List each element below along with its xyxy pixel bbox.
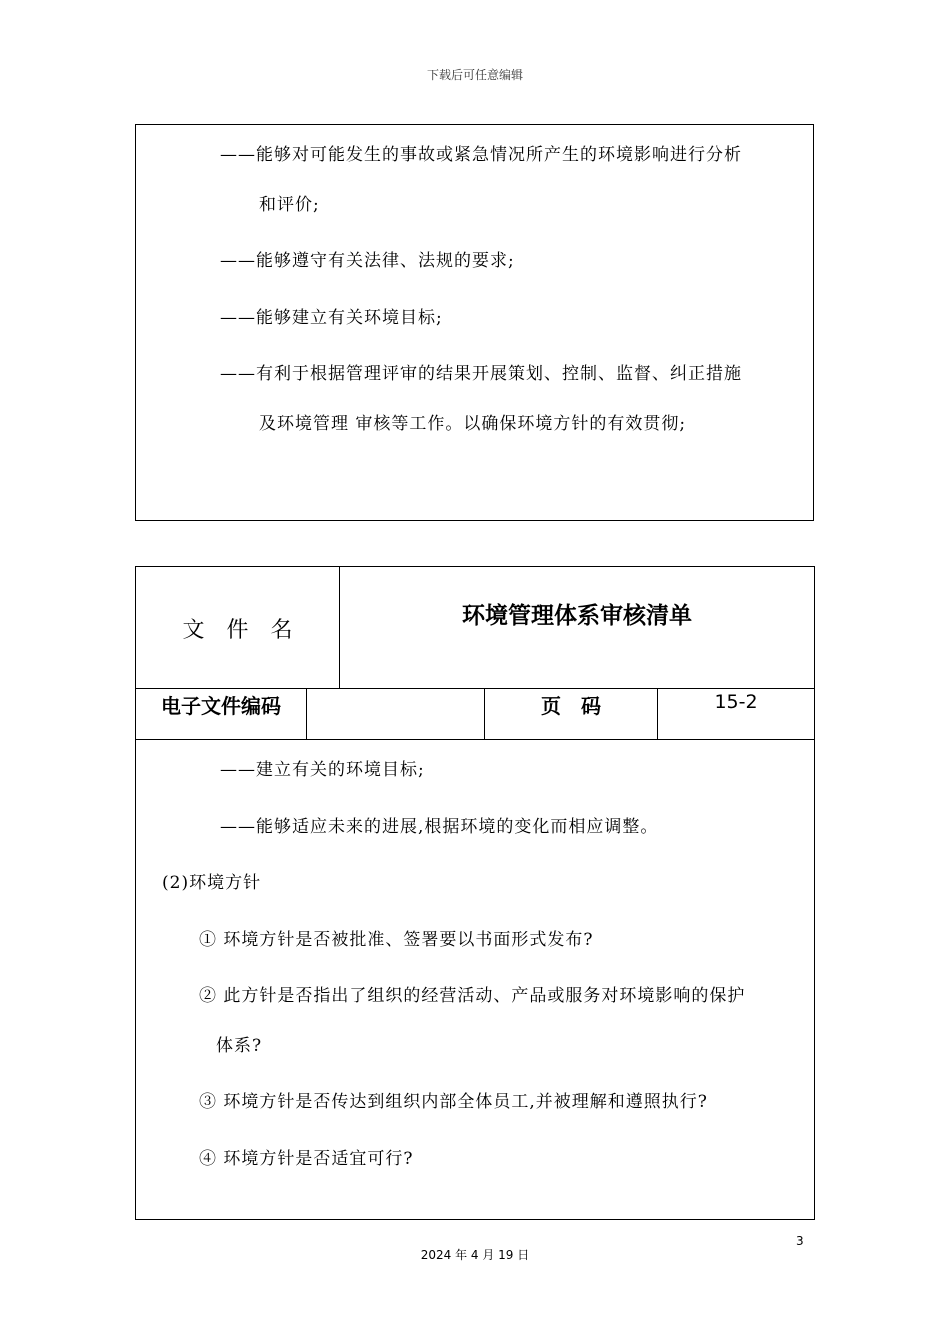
header-note: 下载后可任意编辑 <box>426 68 523 82</box>
text-line: ——能够建立有关环境目标; <box>220 308 443 328</box>
page-value: 15-2 <box>714 691 758 713</box>
ecode-label: 电子文件编码 <box>161 694 281 718</box>
text-line: (2)环境方针 <box>162 873 262 893</box>
footer-date: 2024 年 4 月 19 日 <box>420 1248 530 1262</box>
title-cell <box>340 567 814 689</box>
question-line: 体系? <box>216 1036 263 1056</box>
text-line: ——能够对可能发生的事故或紧急情况所产生的环境影响进行分析 <box>220 145 742 165</box>
question-line: ① 环境方针是否被批准、签署要以书面形式发布? <box>199 930 594 950</box>
ecode-label-cell <box>136 689 307 739</box>
page-label-cell <box>485 689 658 739</box>
page-number: 3 <box>796 1234 804 1248</box>
continuation-box <box>135 124 814 521</box>
page-value-cell <box>658 689 814 739</box>
ecode-value-cell <box>307 689 485 739</box>
file-name-label: 文 件 名 <box>182 617 293 643</box>
file-name-label-cell <box>136 567 340 689</box>
text-line: ——能够适应未来的进展,根据环境的变化而相应调整。 <box>220 817 659 837</box>
form-table <box>135 566 815 1220</box>
text-line: 和评价; <box>259 195 320 215</box>
page-label: 页 码 <box>541 694 601 718</box>
question-line: ② 此方针是否指出了组织的经营活动、产品或服务对环境影响的保护 <box>199 986 746 1006</box>
question-line: ④ 环境方针是否适宜可行? <box>199 1149 414 1169</box>
question-line: ③ 环境方针是否传达到组织内部全体员工,并被理解和遵照执行? <box>199 1092 708 1112</box>
text-line: 及环境管理 审核等工作。以确保环境方针的有效贯彻; <box>259 414 687 434</box>
text-line: ——有利于根据管理评审的结果开展策划、控制、监督、纠正措施 <box>220 364 742 384</box>
text-line: ——能够遵守有关法律、法规的要求; <box>220 251 515 271</box>
document-title: 环境管理体系审核清单 <box>462 603 692 629</box>
text-line: ——建立有关的环境目标; <box>220 760 425 780</box>
info-row <box>136 688 814 740</box>
